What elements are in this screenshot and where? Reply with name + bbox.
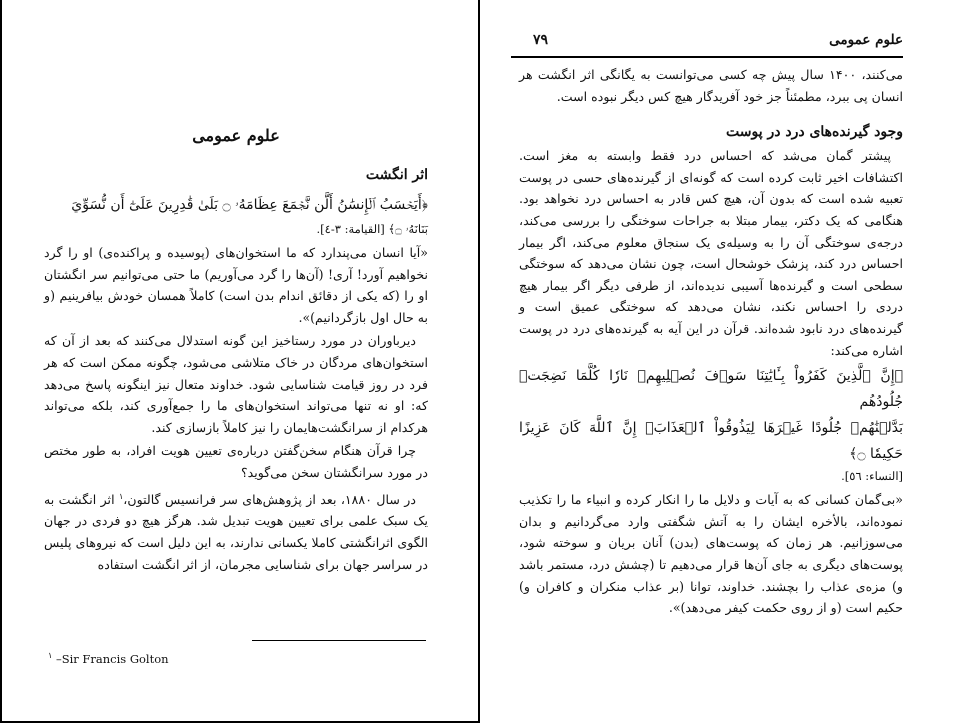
galton-text-after: اثر انگشت به یک سبک علمی برای تعیین هویت تبدیل شد. هرگز هیچ دو فردی در جهان الگوی اثرانگشتی کاملا یکسانی ندارند، به این دلیل است که نیروهای پلیس در سراسر جهان برای شناسایی مجرمان، از اثر انگشت استفاده: [44, 491, 428, 572]
header-rule: [511, 56, 903, 58]
paragraph-pain-receptors: پیشتر گمان می‌شد که احساس درد فقط وابسته به مغز است. اکتشافات اخیر ثابت کرده است که گونه‌ای از گیرنده‌های حسی در پوست تعبیه شده است که بدون آن، هیچ کس قادر به احساس درد نخواهد بود. هنگامی که یک دکتر، بیمار مبتلا به جراحات سوختگی را بررسی می‌کند، درجه‌ی سوختگی آن را به وسیله‌ی یک سنجاق معلوم می‌کند، اگر بیمار احساس درد کند، پزشک خوشحال است، چون نشان می‌دهد که سوختگی سطحی است و گیرنده‌ها آسیبی ندیده‌اند، از طرفی دیگر اگر بیمار هیچ دردی را احساس نکند، نشان می‌دهد که سوختگی عمیق است و گیرنده‌های درد نابود شده‌اند. قرآن در این آیه به گیرنده‌های درد در پوست اشاره می‌کند:: [519, 148, 904, 358]
quran-verse-reference: [النساء: ٥٦].: [841, 469, 903, 484]
quran-verse-line-2: بَدَّلۡنَٰهُمۡ جُلُودًا غَيۡرَهَا لِيَذُوقُواْ ٱلۡعَذَابَۗ إِنَّ ٱللَّهَ كَانَ عَزِيزًا حَكِيمٗا ۝﴾: [519, 420, 903, 463]
paragraph-galton: [44, 486, 428, 576]
footnote-number: ۱: [48, 651, 53, 660]
running-header: [511, 32, 903, 54]
verse-translation: «بی‌گمان کسانی که به آیات و دلایل ما را انکار کرده و انبیاء ما را تکذیب نموده‌اند، بالأخره ایشان را به آتش شگفتی وارد می‌گردانیم و بدان می‌سوزانیم. هر زمان که پوست‌های (بدن) آنان بریان و سوخته شود، پوست‌های دیگری به جای آن‌ها قرار می‌دهیم تا (چشش درد، مستمر باشد و) مزه‌ی عذاب را بچشند. خداوند، توانا (بر عذاب منکران و کافران و) حکیم است (و از روی حکمت کیفر می‌دهد)».: [519, 492, 903, 616]
footnote-text: –Sir Francis Golton: [55, 651, 169, 666]
footnote-rule: [252, 640, 426, 641]
right-page: [481, 0, 961, 723]
quran-verse-line-1: ﴿أَيَحۡسَبُ ٱلۡإِنسَٰنُ أَلَّن نَّجۡمَعَ عِظَامَهُۥ ۝ بَلَىٰ قَٰدِرِينَ عَلَىٰٓ أَن نُّسَوِّيَ: [71, 197, 428, 213]
footnote: [48, 651, 169, 666]
verse-translation: «آیا انسان می‌پندارد که ما استخوان‌های (پوسیده و پراکنده‌ی) او را گرد نخواهیم آورد! آری! (آن‌ها را گرد می‌آوریم) ما حتی می‌توانیم سر انگشتان او را (که یکی از دقائق اندام بدن است) کاملاً همسان خودش بیافرینیم (و به حال اول بازگردانیم)».: [44, 245, 428, 325]
quran-verse-line-1: ﴿إِنَّ ٱلَّذِينَ كَفَرُواْ بِـَٔايَٰتِنَا سَوۡفَ نُصۡلِيهِمۡ نَارٗا كُلَّمَا نَضِجَتۡ جُلُودُهُم: [519, 368, 903, 411]
left-page: [0, 0, 480, 723]
paragraph-why-fingertips: چرا قرآن هنگام سخن‌گفتن درباره‌ی تعیین هویت افراد، به طور مختص در مورد سرانگشتان سخن می‌گوید؟: [44, 443, 428, 480]
section-heading-pain-receptors: وجود گیرنده‌های درد در پوست: [725, 124, 903, 141]
chapter-title: علوم عمومی: [192, 126, 280, 145]
paragraph-skeptics: دیرباوران در مورد رستاخیز این گونه استدلال می‌کنند که بعد از آن که استخوان‌های مردگان در خاک متلاشی می‌شود، چگونه ممکن است که هر فرد در روز قیامت شناسایی شود. خداوند متعال نیز اینگونه پاسخ می‌دهد که: او نه تنها می‌تواند استخوان‌های ما را جمع‌آوری کند، بلکه می‌تواند هرکدام از سرانگشت‌هایمان را نیز کاملاً بازسازی کند.: [44, 333, 428, 435]
page-number: ۷۹: [533, 32, 549, 48]
section-heading-fingerprint: اثر انگشت: [365, 167, 428, 183]
footnote-marker: ۱: [118, 491, 124, 501]
right-page-body: [519, 64, 903, 619]
quran-verse-line-2: بَنَانَهُۥ ۝﴾ [القيامة: ۳-٤].: [316, 222, 428, 236]
left-page-body: [44, 164, 428, 575]
paragraph-continuation: می‌کنند، ۱۴۰۰ سال پیش چه کسی می‌توانست به یگانگی اثر انگشت هر انسان پی ببرد، مطمئناً جز خود آفریدگار هیچ کس دیگر نبوده است.: [519, 67, 903, 104]
galton-text-before: در سال ۱۸۸۰، بعد از پژوهش‌های سر فرانسیس گالتون،: [123, 491, 416, 507]
running-title: علوم عمومی: [829, 32, 903, 48]
